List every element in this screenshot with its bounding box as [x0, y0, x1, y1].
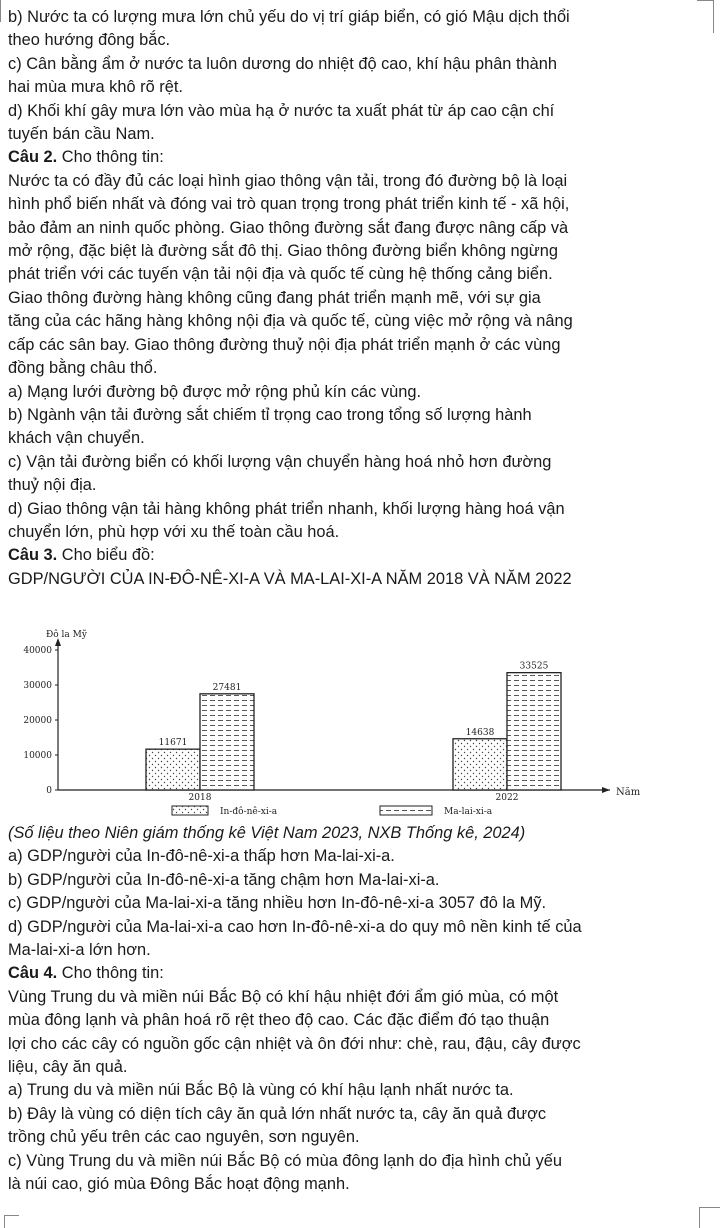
paragraph-line: Nước ta có đầy đủ các loại hình giao thông vận tải, trong đó đường bộ là loại [8, 171, 568, 190]
option-b-cont: theo hướng đông bắc. [8, 31, 171, 50]
option-d: d) Giao thông vận tải hàng không phát triển nhanh, khối lượng hàng hoá vận [8, 499, 565, 518]
paragraph-line: đồng bằng châu thổ. [8, 359, 158, 378]
option-d-cont: chuyển lớn, phù hợp với xu thế toàn cầu hoá. [8, 522, 340, 541]
paragraph-line: Vùng Trung du và miền núi Bắc Bộ có khí hậu nhiệt đới ẩm gió mùa, có một [8, 987, 559, 1006]
option-c: c) Vận tải đường biển có khối lượng vận chuyển hàng hoá nhỏ hơn đường [8, 452, 552, 471]
option-c: c) Vùng Trung du và miền núi Bắc Bộ có mùa đông lạnh do địa hình chủ yếu [8, 1151, 562, 1170]
option-a: a) Mạng lưới đường bộ được mở rộng phủ kín các vùng. [8, 382, 422, 401]
bar-indonesia-2022 [453, 739, 507, 790]
option-d: d) GDP/người của Ma-lai-xi-a cao hơn In-đô-nê-xi-a do quy mô nền kinh tế của [8, 917, 582, 936]
option-c-cont: thuỷ nội địa. [8, 476, 97, 495]
question-2-heading [8, 146, 714, 169]
bar-indonesia-2018 [146, 749, 200, 790]
paragraph-line: mùa đông lạnh và phân hoá rõ rệt theo độ cao. Các đặc điểm đó tạo thuận [8, 1011, 550, 1030]
paragraph-line: cấp các sân bay. Giao thông đường thuỷ nội địa phát triển mạnh ở các vùng [8, 335, 561, 354]
legend-label-malaysia: Ma-lai-xi-a [444, 807, 493, 817]
bar-data-label: 11671 [158, 738, 188, 749]
paragraph-line: Giao thông đường hàng không cũng đang phát triển mạnh mẽ, với sự gia [8, 288, 541, 307]
chart-source-caption: (Số liệu theo Niên giám thống kê Việt Nam 2023, NXB Thống kê, 2024) [8, 824, 526, 842]
paragraph-line: phát triển với các tuyến vận tải nội địa và quốc tế cùng hệ thống cảng biển. [8, 265, 553, 284]
x-tick-label: 2018 [188, 793, 212, 803]
question-block-bottom [8, 822, 714, 1197]
y-tick-label: 40000 [23, 646, 52, 656]
question-number: Câu 2. [8, 148, 58, 167]
question-3-heading [8, 544, 714, 567]
scan-frame-corner [4, 1215, 19, 1228]
bar-data-label: 14638 [465, 727, 495, 738]
y-tick-label: 10000 [23, 751, 52, 761]
option-a: a) Trung du và miền núi Bắc Bộ là vùng có khí hậu lạnh nhất nước ta. [8, 1081, 514, 1100]
y-tick-label: 0 [46, 786, 52, 796]
question-prompt: Cho biểu đồ: [57, 546, 155, 565]
bar-malaysia-2022 [507, 673, 561, 790]
option-d-cont: tuyến bán cầu Nam. [8, 125, 155, 144]
bar-malaysia-2018 [200, 694, 254, 790]
question-number: Câu 4. [8, 964, 58, 983]
legend-swatch-indonesia [172, 806, 208, 815]
chart-svg [10, 628, 690, 820]
paragraph-line: lợi cho các cây có nguồn gốc cận nhiệt và ôn đới như: chè, rau, đậu, cây được [8, 1034, 581, 1053]
option-b: b) Ngành vận tải đường sắt chiếm tỉ trọng cao trong tổng số lượng hành [8, 405, 532, 424]
x-tick-label: 2022 [495, 793, 519, 803]
option-b-cont: khách vận chuyển. [8, 429, 145, 448]
option-b: b) GDP/người của In-đô-nê-xi-a tăng chậm hơn Ma-lai-xi-a. [8, 870, 440, 889]
y-axis-label: Đô la Mỹ [46, 630, 87, 640]
chart-title: GDP/NGƯỜI CỦA IN-ĐÔ-NÊ-XI-A VÀ MA-LAI-XI-A NĂM 2018 VÀ NĂM 2022 [8, 569, 572, 588]
legend-label-indonesia: In-đô-nê-xi-a [220, 807, 278, 817]
option-c: c) Cân bằng ẩm ở nước ta luôn dương do nhiệt độ cao, khí hậu phân thành [8, 54, 557, 73]
bar-data-label: 27481 [212, 682, 242, 693]
x-axis-label: Năm [616, 787, 641, 798]
option-d: d) Khối khí gây mưa lớn vào mùa hạ ở nước ta xuất phát từ áp cao cận chí [8, 101, 555, 120]
option-c: c) GDP/người của Ma-lai-xi-a tăng nhiều hơn In-đô-nê-xi-a 3057 đô la Mỹ. [8, 894, 547, 913]
paragraph-line: liệu, cây ăn quả. [8, 1058, 128, 1077]
legend-swatch-malaysia [380, 806, 432, 815]
question-prompt: Cho thông tin: [57, 964, 164, 983]
y-tick-label: 20000 [23, 716, 52, 726]
option-c-cont: là núi cao, gió mùa Đông Bắc hoạt động mạnh. [8, 1175, 350, 1194]
question-4-heading [8, 962, 714, 985]
paragraph-line: bảo đảm an ninh quốc phòng. Giao thông đường sắt đang được nâng cấp và [8, 218, 569, 237]
bar-data-label: 33525 [519, 661, 549, 672]
option-b-cont: trồng chủ yếu trên các cao nguyên, sơn nguyên. [8, 1128, 360, 1147]
scan-frame-corner [699, 1207, 720, 1228]
option-b: b) Đây là vùng có diện tích cây ăn quả lớn nhất nước ta, cây ăn quả được [8, 1104, 547, 1123]
x-axis-arrow [602, 787, 610, 793]
question-block-top [8, 6, 714, 591]
paragraph-line: tăng của các hãng hàng không nội địa và quốc tế, cùng việc mở rộng và nâng [8, 312, 573, 331]
option-d-cont: Ma-lai-xi-a lớn hơn. [8, 941, 151, 960]
gdp-bar-chart [10, 628, 690, 820]
question-prompt: Cho thông tin: [57, 148, 164, 167]
paragraph-line: mở rộng, đặc biệt là đường sắt đô thị. Giao thông đường biển không ngừng [8, 242, 558, 261]
y-tick-label: 30000 [23, 681, 52, 691]
option-c-cont: hai mùa mưa khô rõ rệt. [8, 78, 183, 97]
option-b: b) Nước ta có lượng mưa lớn chủ yếu do vị trí giáp biển, có gió Mậu dịch thổi [8, 8, 570, 26]
question-number: Câu 3. [8, 546, 58, 565]
option-a: a) GDP/người của In-đô-nê-xi-a thấp hơn Ma-lai-xi-a. [8, 847, 395, 866]
paragraph-line: hình phổ biến nhất và đóng vai trò quan trọng trong phát triển kinh tế - xã hội, [8, 195, 570, 214]
